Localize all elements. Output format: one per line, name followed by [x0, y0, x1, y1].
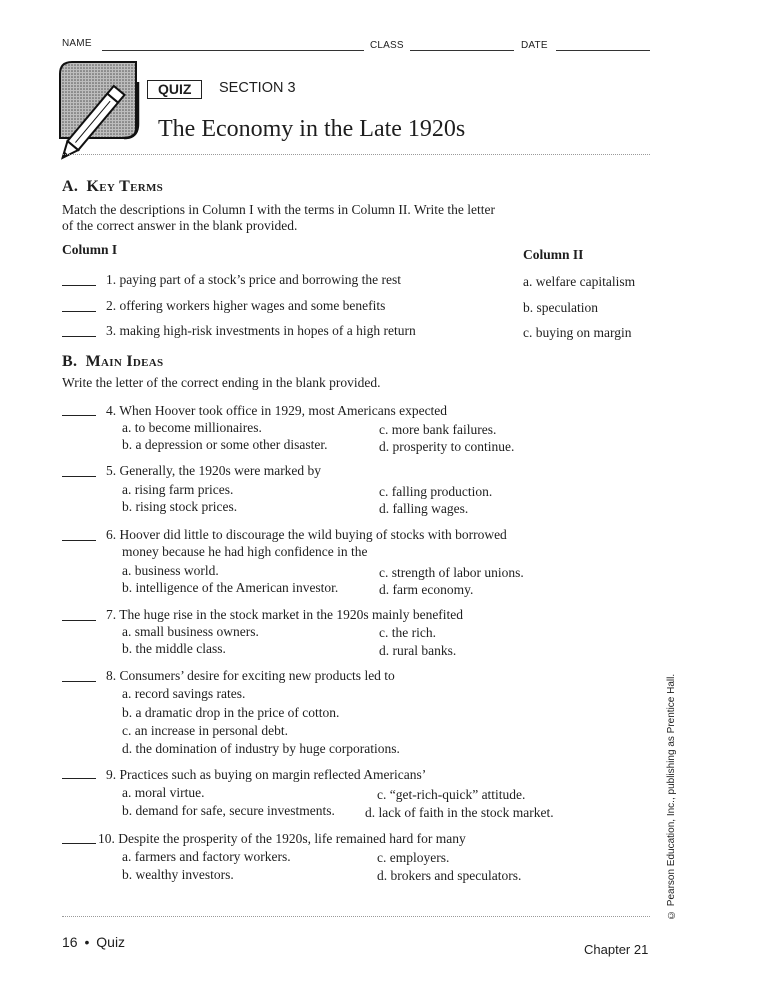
q8-option-a: a. record savings rates.	[122, 686, 246, 701]
answer-blank-4[interactable]	[62, 415, 96, 416]
q10-option-d: d. brokers and speculators.	[377, 868, 522, 883]
class-label: CLASS	[370, 40, 404, 51]
question-5: 5. Generally, the 1920s were marked by	[106, 463, 322, 478]
answer-blank-7[interactable]	[62, 620, 96, 621]
q5-option-d: d. falling wages.	[379, 501, 469, 516]
answer-blank-8[interactable]	[62, 681, 96, 682]
term-option-b: b. speculation	[523, 300, 598, 315]
answer-blank-5[interactable]	[62, 476, 96, 477]
section-a-heading	[62, 178, 163, 196]
q4-option-a: a. to become millionaires.	[122, 420, 262, 435]
term-item-3: 3. making high-risk investments in hopes of a high return	[106, 323, 416, 338]
name-field[interactable]	[102, 50, 364, 51]
term-item-1: 1. paying part of a stock’s price and borrowing the rest	[106, 272, 402, 287]
answer-blank-9[interactable]	[62, 778, 96, 779]
q4-option-b: b. a depression or some other disaster.	[122, 437, 328, 452]
question-7: 7. The huge rise in the stock market in the 1920s mainly benefited	[106, 607, 464, 622]
q5-option-b: b. rising stock prices.	[122, 499, 238, 514]
answer-blank-1[interactable]	[62, 285, 96, 286]
q8-option-c: c. an increase in personal debt.	[122, 723, 289, 738]
q9-option-c: c. “get-rich-quick” attitude.	[377, 787, 526, 802]
q4-option-d: d. prosperity to continue.	[379, 439, 515, 454]
q9-option-d: d. lack of faith in the stock market.	[365, 805, 554, 820]
section-label: SECTION 3	[219, 80, 296, 96]
q7-option-c: c. the rich.	[379, 625, 436, 640]
term-item-2: 2. offering workers higher wages and some benefits	[106, 298, 386, 313]
section-b-letter: B.	[62, 353, 78, 370]
section-b-instructions: Write the letter of the correct ending in the blank provided.	[62, 375, 381, 390]
question-4: 4. When Hoover took office in 1929, most Americans expected	[106, 403, 448, 418]
class-field[interactable]	[410, 50, 514, 51]
q9-option-a: a. moral virtue.	[122, 785, 205, 800]
answer-blank-2[interactable]	[62, 311, 96, 312]
q10-option-b: b. wealthy investors.	[122, 867, 234, 882]
copyright-notice: © Pearson Education, Inc., publishing as Prentice Hall.	[666, 673, 677, 920]
q7-option-a: a. small business owners.	[122, 624, 259, 639]
answer-blank-6[interactable]	[62, 540, 96, 541]
column-2-header: Column II	[523, 247, 584, 262]
section-b-title: Main Ideas	[85, 353, 164, 370]
question-10: 10. Despite the prosperity of the 1920s, life remained hard for many	[98, 831, 466, 846]
q7-option-b: b. the middle class.	[122, 641, 226, 656]
quiz-badge: QUIZ	[147, 80, 202, 99]
q6-option-d: d. farm economy.	[379, 582, 474, 597]
name-label: NAME	[62, 38, 92, 49]
column-1-header: Column I	[62, 242, 118, 257]
section-b-heading	[62, 353, 163, 371]
q5-option-c: c. falling production.	[379, 484, 493, 499]
q6-option-c: c. strength of labor unions.	[379, 565, 524, 580]
pencil-icon	[56, 58, 142, 162]
q8-option-d: d. the domination of industry by huge corporations.	[122, 741, 400, 756]
title-divider	[62, 154, 650, 155]
section-a-instructions: Match the descriptions in Column I with the terms in Column II. Write the letter of the correct answer in the blank provided.	[62, 202, 496, 233]
q6-option-a: a. business world.	[122, 563, 219, 578]
answer-blank-10[interactable]	[62, 843, 96, 844]
q7-option-d: d. rural banks.	[379, 643, 457, 658]
question-9: 9. Practices such as buying on margin reflected Americans’	[106, 767, 427, 782]
section-a-letter: A.	[62, 178, 79, 195]
term-option-c: c. buying on margin	[523, 325, 632, 340]
question-6: 6. Hoover did little to discourage the wild buying of stocks with borrowed	[106, 527, 507, 542]
footer-chapter: Chapter 21	[584, 942, 649, 957]
date-label: DATE	[521, 40, 548, 51]
date-field[interactable]	[556, 50, 650, 51]
footer-quiz-label: Quiz	[96, 934, 126, 950]
q8-option-b: b. a dramatic drop in the price of cotton.	[122, 705, 340, 720]
q10-option-a: a. farmers and factory workers.	[122, 849, 291, 864]
page-number: 16	[62, 934, 78, 950]
q4-option-c: c. more bank failures.	[379, 422, 497, 437]
bottom-divider	[62, 916, 650, 917]
q5-option-a: a. rising farm prices.	[122, 482, 234, 497]
q10-option-c: c. employers.	[377, 850, 450, 865]
section-a-title: Key Terms	[86, 178, 164, 195]
q6-option-b: b. intelligence of the American investor.	[122, 580, 339, 595]
page-title: The Economy in the Late 1920s	[158, 116, 466, 142]
footer-page-label	[62, 934, 125, 950]
question-8: 8. Consumers’ desire for exciting new products led to	[106, 668, 395, 683]
footer-bullet: •	[84, 934, 90, 950]
question-6-cont: money because he had high confidence in the	[122, 544, 368, 559]
q9-option-b: b. demand for safe, secure investments.	[122, 803, 335, 818]
answer-blank-3[interactable]	[62, 336, 96, 337]
term-option-a: a. welfare capitalism	[523, 274, 636, 289]
